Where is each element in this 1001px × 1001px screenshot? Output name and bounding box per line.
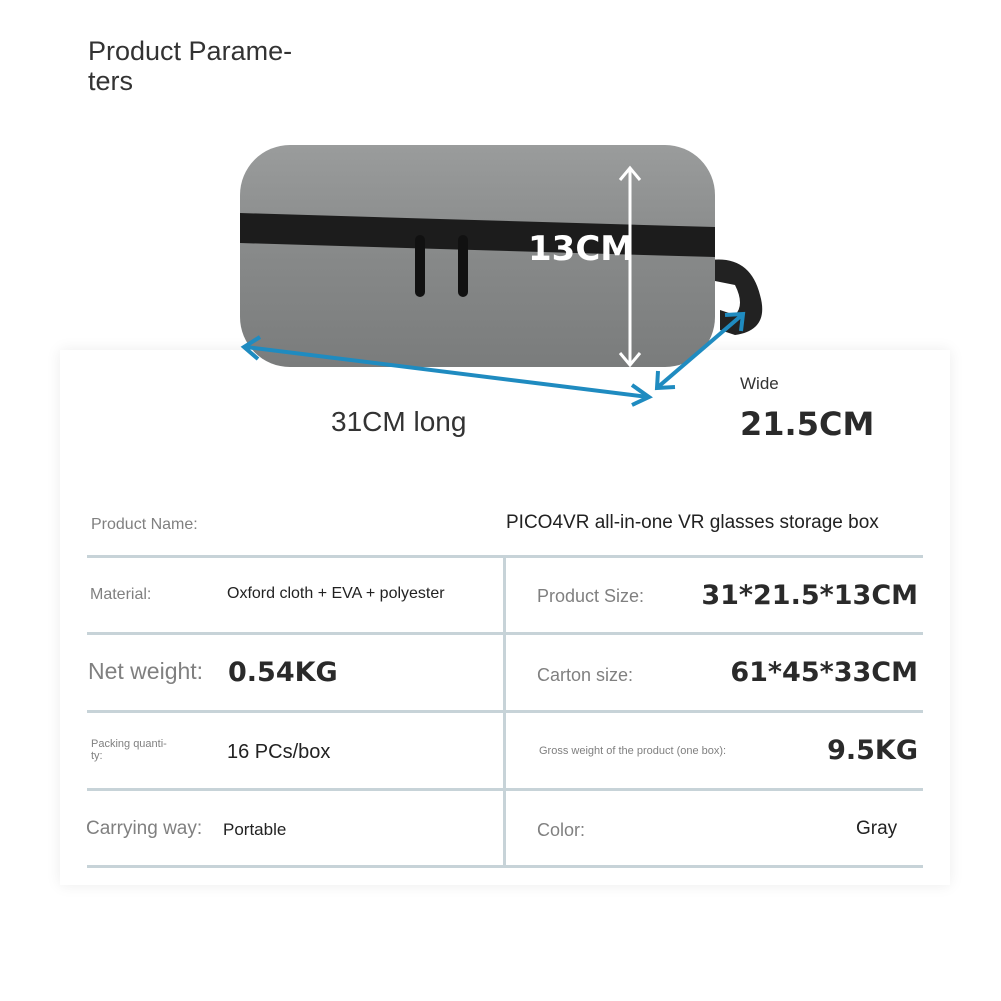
packing-label-line-2: ty: bbox=[91, 750, 103, 762]
carton-size-value: 61*45*33CM bbox=[730, 657, 918, 688]
packing-label-line-1: Packing quanti- bbox=[91, 738, 167, 750]
product-name-label: Product Name: bbox=[91, 516, 198, 533]
carrying-way-label: Carrying way: bbox=[86, 818, 203, 839]
case-body bbox=[240, 145, 715, 367]
carton-size-label: Carton size: bbox=[537, 665, 634, 685]
page-title bbox=[88, 36, 328, 96]
column-divider bbox=[503, 556, 506, 867]
gross-weight-value: 9.5KG bbox=[827, 735, 918, 766]
handle-strap bbox=[710, 259, 762, 335]
product-name-value: PICO4VR all-in-one VR glasses storage box bbox=[506, 512, 879, 533]
width-caption: Wide bbox=[740, 374, 779, 393]
packing-quantity-value: 16 PCs/box bbox=[227, 741, 331, 763]
color-value: Gray bbox=[856, 818, 898, 839]
product-size-label: Product Size: bbox=[537, 586, 645, 606]
length-label: 31CM long bbox=[331, 406, 467, 437]
material-value: Oxford cloth + EVA + polyester bbox=[227, 585, 445, 602]
product-image-storage-case bbox=[230, 135, 790, 410]
title-line-2: ters bbox=[88, 66, 134, 96]
zipper-pull-1 bbox=[415, 235, 425, 297]
material-label: Material: bbox=[90, 586, 152, 603]
net-weight-label: Net weight: bbox=[88, 658, 204, 684]
height-label: 13CM bbox=[528, 229, 635, 269]
color-label: Color: bbox=[537, 820, 586, 840]
product-size-value: 31*21.5*13CM bbox=[701, 580, 918, 611]
carrying-way-value: Portable bbox=[223, 820, 287, 839]
packing-quantity-label bbox=[91, 738, 167, 762]
title-line-1: Product Parame- bbox=[88, 36, 293, 66]
width-label: 21.5CM bbox=[740, 405, 875, 443]
gross-weight-label: Gross weight of the product (one box): bbox=[539, 745, 727, 757]
net-weight-value: 0.54KG bbox=[228, 657, 338, 688]
zipper-pull-2 bbox=[458, 235, 468, 297]
